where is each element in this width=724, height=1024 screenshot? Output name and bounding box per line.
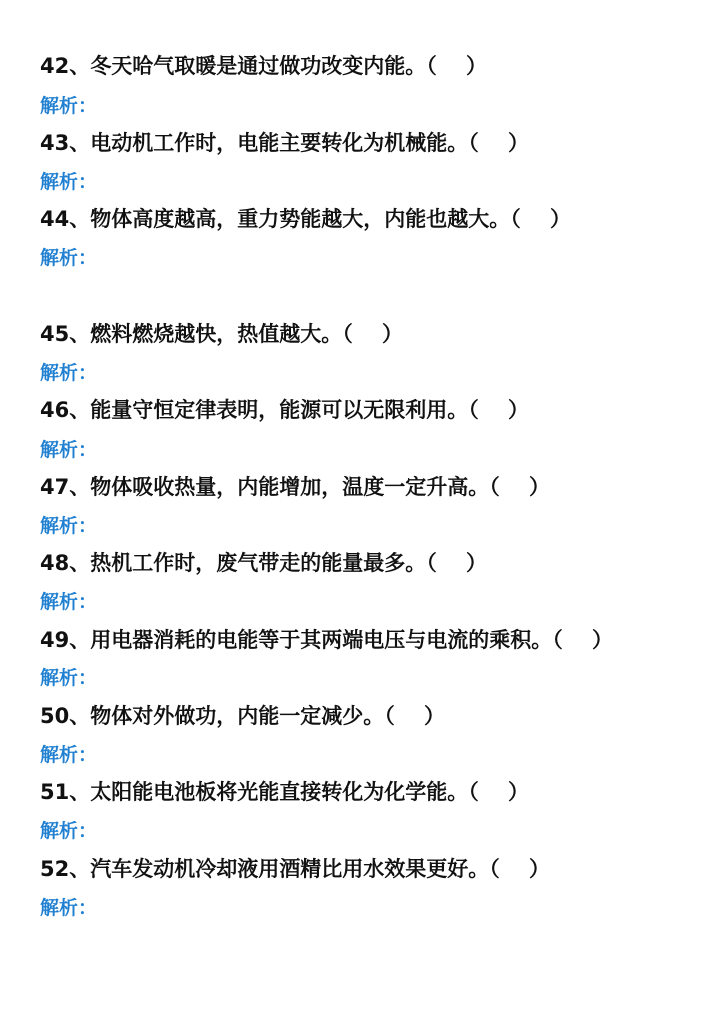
question-text: 46、能量守恒定律表明，能源可以无限利用。（ ） [40, 398, 529, 422]
question-text: 44、物体高度越高，重力势能越大，内能也越大。（ ） [40, 207, 571, 231]
analysis-label: 解析： [40, 591, 98, 613]
analysis-label: 解析： [40, 247, 98, 269]
question-text: 43、电动机工作时，电能主要转化为机械能。（ ） [40, 131, 529, 155]
analysis-label: 解析： [40, 897, 98, 919]
question-text: 51、太阳能电池板将光能直接转化为化学能。（ ） [40, 780, 529, 804]
question-text: 45、燃料燃烧越快，热值越大。（ ） [40, 322, 403, 346]
question-text: 50、物体对外做功，内能一定减少。（ ） [40, 704, 445, 728]
question-text: 47、物体吸收热量，内能增加，温度一定升高。（ ） [40, 475, 550, 499]
question-text: 52、汽车发动机冷却液用酒精比用水效果更好。（ ） [40, 857, 550, 881]
analysis-label: 解析： [40, 820, 98, 842]
analysis-label: 解析： [40, 667, 98, 689]
analysis-label: 解析： [40, 362, 98, 384]
analysis-label: 解析： [40, 439, 98, 461]
question-text: 49、用电器消耗的电能等于其两端电压与电流的乘积。（ ） [40, 628, 613, 652]
analysis-label: 解析： [40, 95, 98, 117]
analysis-label: 解析： [40, 515, 98, 537]
question-text: 48、热机工作时，废气带走的能量最多。（ ） [40, 551, 487, 575]
analysis-label: 解析： [40, 744, 98, 766]
question-text: 42、冬天哈气取暖是通过做功改变内能。（ ） [40, 54, 487, 78]
analysis-label: 解析： [40, 171, 98, 193]
